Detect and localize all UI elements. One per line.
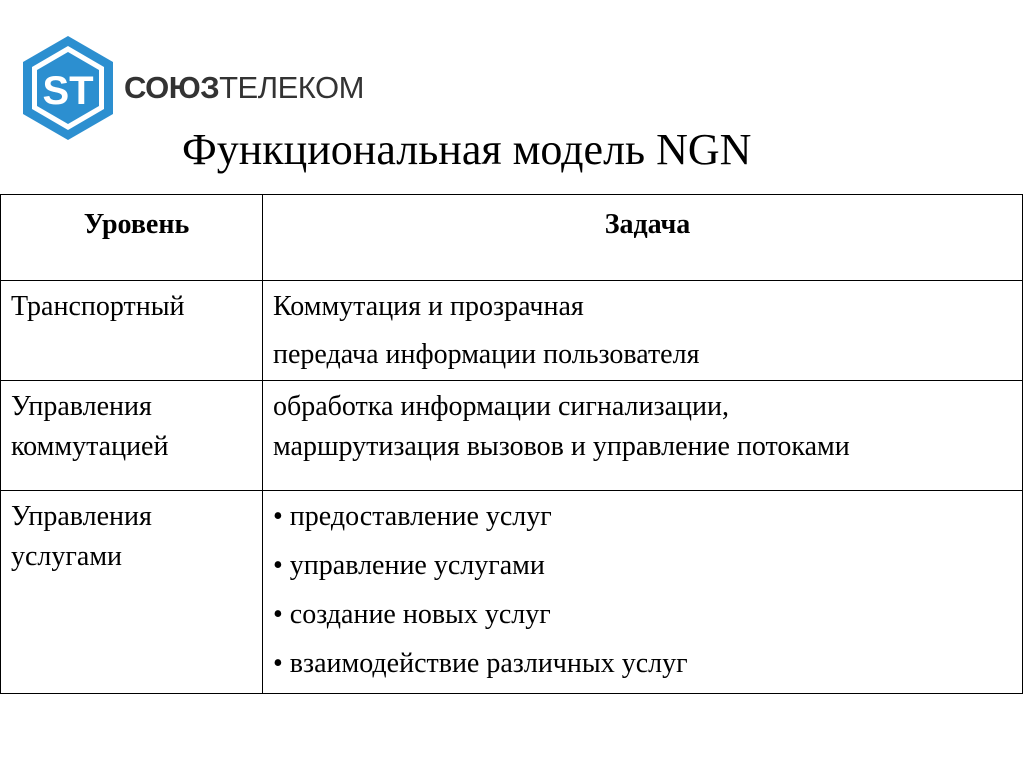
task-bullet: • взаимодействие различных услуг (273, 648, 688, 679)
task-bullet: • предоставление услуг (273, 501, 552, 532)
task-cell (263, 491, 1023, 694)
level-text: Управления (11, 391, 152, 422)
logo-word-bold: СОЮЗ (124, 70, 220, 105)
level-cell (1, 491, 263, 694)
table-row (1, 491, 1023, 694)
slide-title: Функциональная модель NGN (182, 125, 752, 174)
task-bullet: • создание новых услуг (273, 599, 551, 630)
task-cell (263, 381, 1023, 491)
task-text: маршрутизация вызовов и управление потоками (273, 431, 850, 462)
table-header-row (1, 195, 1023, 281)
task-cell (263, 281, 1023, 381)
task-bullet: • управление услугами (273, 550, 545, 581)
logo-hexagon-icon (20, 34, 116, 142)
level-text: Транспортный (11, 291, 185, 322)
task-text: передача информации пользователя (273, 339, 700, 370)
level-text: услугами (11, 541, 123, 572)
level-cell (1, 281, 263, 381)
table-row (1, 281, 1023, 381)
task-text: Коммутация и прозрачная (273, 291, 584, 322)
header-level: Уровень (1, 195, 263, 281)
table-row (1, 381, 1023, 491)
level-cell (1, 381, 263, 491)
header-task: Задача (263, 195, 1023, 281)
level-text: коммутацией (11, 431, 169, 462)
level-text: Управления (11, 501, 152, 532)
logo-monogram: ST (42, 69, 94, 113)
task-text: обработка информации сигнализации, (273, 391, 729, 422)
logo-wordmark (124, 70, 364, 106)
logo-word-regular: ТЕЛЕКОМ (219, 70, 364, 105)
ngn-functional-table (0, 194, 1023, 694)
